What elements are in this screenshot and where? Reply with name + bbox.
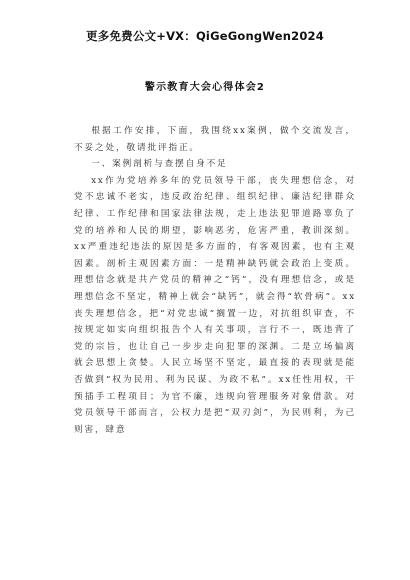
body-paragraph: xx作为党培养多年的党员领导干部，丧失理想信念，对党不忠诚不老实，违反政治纪律、组织纪律、廉洁纪律群众纪律、工作纪律和国家法律法规，走上违法犯罪道路辜负了党的培养和人民的期望，影响恶劣，危害严重，教训深刻。xx严重违纪违法的原因是多方面的，有客观因素，也有主观因素。剖析主观因素方面：一是精神缺钙就会政治上变质。理想信念就是共产党员的精神之“钙”，没有理想信念，或是理想信念不坚定，精神上就会“缺钙”，就会得“软骨病”。xx丧失理想信念，把“对党忠诚”搁置一边，对抗组织审查，不按规定如实向组织报告个人有关事项，言行不一，既违背了党的宗旨，也让自己一步步走向犯罪的深渊。二是立场偏离就会思想上贪婪。人民立场坚不坚定，最直接的表现就是能否做到“权为民用、利为民谋、为政不私”。xx任性用权，干预插手工程项目；为官不廉，违规向管理服务对象借款。对党员领导干部而言，公权力是把“双刃剑”，为民则利，为己则害，肆意 (74, 175, 356, 435)
intro-paragraph: 根据工作安排，下面，我围绕xx案例，做个交流发言，不妥之处，敬请批评指正。 (74, 126, 356, 153)
promo-banner: 更多免费公文+VX：QiGeGongWen2024 (86, 29, 324, 43)
section-heading: 一、案例剖析与查摆自身不足 (91, 159, 228, 170)
document-body (74, 123, 356, 438)
document-title: 警示教育大会心得体会2 (144, 82, 266, 93)
